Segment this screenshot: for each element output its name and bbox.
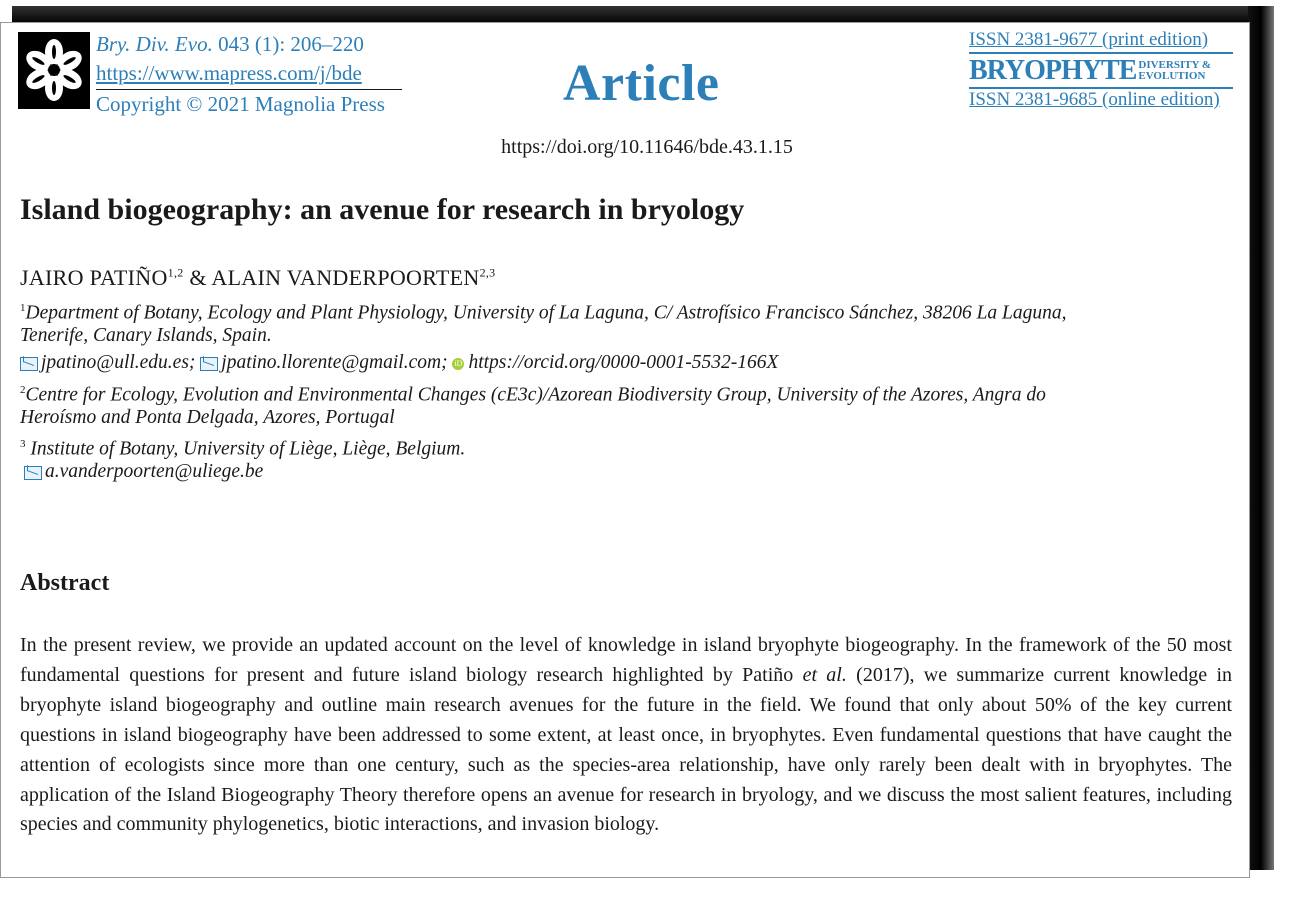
orcid-icon: iD [454, 358, 463, 368]
journal-volume-pages: 043 (1): 206–220 [218, 32, 364, 56]
abstract-et-al: et al. [802, 663, 847, 686]
affiliation-1-line-2: Tenerife, Canary Islands, Spain. [20, 325, 272, 346]
paper-title: Island biogeography: an avenue for research in bryology [20, 193, 745, 226]
author-1-sup: 1,2 [167, 265, 184, 280]
email-icon [200, 357, 218, 371]
flower-logo-icon [18, 32, 90, 109]
contact-line-2 [24, 458, 263, 485]
affiliation-2-text: Centre for Ecology, Evolution and Environmental Changes (cE3c)/Azorean Biodiversity Group, University of the Azores, Angra do [25, 384, 1046, 406]
affiliation-2-sup: 2 [20, 384, 26, 396]
issn-print-link[interactable]: ISSN 2381-9677 (print edition) [969, 29, 1209, 50]
article-label: Article [563, 55, 720, 112]
affiliation-3-text: Institute of Botany, University of Liège, Liège, Belgium. [25, 438, 466, 460]
brand-sub-line1: DIVERSITY & [1138, 59, 1212, 71]
issn-online-link[interactable]: ISSN 2381-9685 (online edition) [969, 89, 1220, 110]
copyright-line: Copyright © 2021 Magnolia Press [96, 92, 385, 116]
issn-block [969, 28, 1233, 111]
brand-main-text: BRYOPHYTE [969, 55, 1137, 86]
journal-volume-line [96, 30, 402, 59]
journal-brand-logo [969, 54, 1233, 86]
brand-sub-text [1138, 60, 1211, 82]
email-link-1[interactable]: jpatino@ull.edu.es; [41, 352, 196, 373]
affiliation-1-sup: 1 [20, 302, 26, 314]
brand-sub-line2: EVOLUTION [1138, 70, 1206, 82]
abstract-text-part-1: In the present review, we provide an updated account on the level of knowledge in island bryophyte biogeography. In the framework of the 50 most fundamental questions for present and future island biology research highlighted by Patiño [20, 634, 1232, 686]
email-icon [20, 357, 38, 371]
journal-citation-block [96, 30, 402, 119]
orcid-link[interactable]: https://orcid.org/0000-0001-5532-166X [468, 352, 779, 373]
abstract-body [20, 631, 1232, 840]
author-2-sup: 2,3 [479, 265, 496, 280]
doi-link[interactable]: https://doi.org/10.11646/bde.43.1.15 [501, 136, 793, 158]
email-link-2[interactable]: jpatino.llorente@gmail.com; [221, 352, 448, 373]
journal-name: Bry. Div. Evo. [96, 32, 213, 56]
author-line [20, 265, 495, 291]
author-1: JAIRO PATIÑO [20, 265, 168, 290]
affiliation-3-sup: 3 [20, 438, 26, 450]
email-icon [24, 466, 42, 480]
email-link-3[interactable]: a.vanderpoorten@uliege.be [45, 461, 264, 482]
abstract-text-part-2: (2017), we summarize current knowledge in bryophyte island biogeography and outline main research avenues for the future in the field. We found that only about 50% of the key current questions in island biogeography have been addressed to some extent, at least once, in bryophytes. Even fundamental questions that have caught the attention of ecologists since more than one century, such as the species-area relationship, have only rarely been dealt with in bryophytes. The application of the Island Biogeography Theory therefore opens an avenue for research in bryology, and we discuss the most salient features, including species and community phylogenetics, biotic interactions, and invasion biology. [20, 663, 1232, 836]
journal-url-link[interactable]: https://www.mapress.com/j/bde [96, 61, 362, 85]
author-2: ALAIN VANDERPOORTEN [211, 265, 480, 290]
affiliation-1-text: Department of Botany, Ecology and Plant Physiology, University of La Laguna, C/ Astrofísico Francisco Sánchez, 38206 La Laguna, [25, 302, 1067, 324]
abstract-heading: Abstract [20, 570, 110, 596]
contact-line-1 [20, 349, 778, 376]
author-joiner: & [183, 265, 212, 290]
affiliation-2-line-2: Heroísmo and Ponta Delgada, Azores, Portugal [20, 407, 395, 428]
